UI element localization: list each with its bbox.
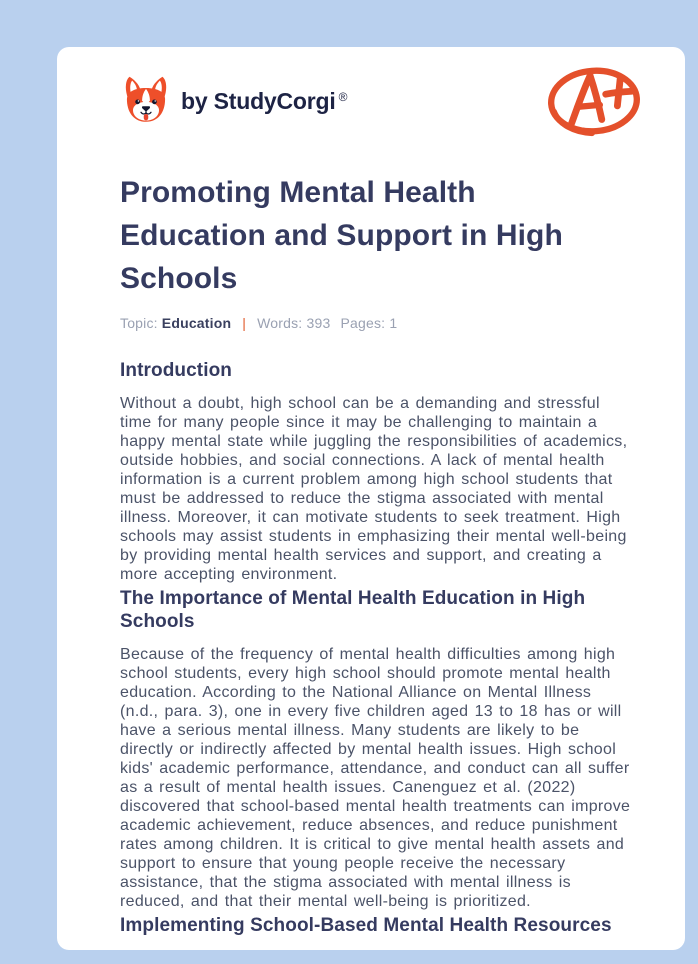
registered-mark-icon: ®: [338, 90, 348, 104]
body-paragraph: Without a doubt, high school can be a demanding and stressful time for many people since it may be challenging to maintain a happy mental state while juggling the responsibilities of academics, outside hobbies, and social connections. A lack of mental health information is a current problem among high school students that must be addressed to reduce the stigma associated with mental illness. Moreover, it can motivate students to seek treatment. High schools may assist students in emphasizing their mental well-being by providing mental health services and support, and creating a more accepting environment.: [120, 395, 628, 583]
document-card: [57, 47, 685, 950]
pages-count: Pages: 1: [340, 315, 398, 331]
words-count: Words: 393: [257, 315, 331, 331]
section-heading: The Importance of Mental Health Education in High Schools: [120, 588, 586, 632]
meta-separator: |: [242, 315, 247, 331]
section-heading: Introduction: [120, 360, 233, 381]
section-heading: Implementing School-Based Mental Health Resources: [120, 915, 612, 936]
logo-text: by StudyCorgi: [181, 87, 336, 114]
topic-label: Topic:: [120, 315, 158, 331]
page-title: Promoting Mental Health Education and Support in High Schools: [120, 176, 563, 295]
document-meta: [120, 314, 631, 332]
body-paragraph: Because of the frequency of mental health difficulties among high school students, every high school should promote mental health education. According to the National Alliance on Mental Illness (n.d., para. 3), one in every five children aged 13 to 18 has or will have a serious mental illness. Many students are likely to be directly or indirectly affected by mental health issues. High school kids' academic performance, attendance, and conduct can all suffer as a result of mental health issues. Canenguez et al. (2022) discovered that school-based mental health treatments can improve academic achievement, reduce absences, and reduce punishment rates among children. It is critical to give mental health assets and support to ensure that young people receive the necessary assistance, that the stigma associated with mental illness is reduced, and that their mental well-being is prioritized.: [120, 646, 631, 910]
article-sections: [120, 359, 631, 937]
corgi-logo-icon: [120, 75, 172, 127]
a-plus-stamp-icon: [545, 63, 643, 139]
topic-link[interactable]: Education: [161, 315, 232, 331]
